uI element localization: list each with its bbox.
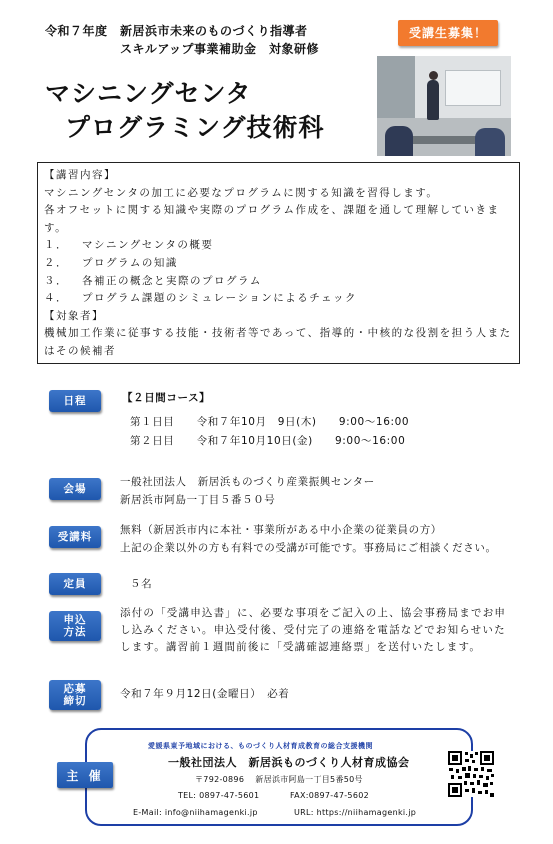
apply-text: 添付の「受講申込書」に、必要な事項をご記入の上、協会事務局までお申し込みください。申込受付後、受付完了の連絡を電話などでお知らせいたします。講習前１週間前後に「受講確認連絡票」を送付いたします。 <box>120 607 507 653</box>
host-label: 主 催 <box>57 762 113 788</box>
schedule-day-1: 第１日目 令和７年10月 9日(木) 9:00～16:00 <box>130 416 410 428</box>
org-postal-address: 〒792-0896 新居浜市阿島一丁目5番50号 <box>195 775 363 784</box>
venue-address: 新居浜市阿島一丁目５番５０号 <box>120 494 276 506</box>
course-intro-1: マシニングセンタの加工に必要なプログラムに関する知識を習得します。 <box>44 186 439 199</box>
deadline-value: 令和７年９月12日(金曜日） 必着 <box>120 688 290 700</box>
apply-label: 申込 方法 <box>49 611 101 641</box>
qr-code-icon[interactable] <box>448 751 494 797</box>
subtitle-line-2: スキルアップ事業補助金 対象研修 <box>120 42 320 56</box>
course-content-box <box>37 162 520 364</box>
list-item: ４． プログラム課題のシミュレーションによるチェック <box>44 292 357 305</box>
page-title-line-2: プログラミング技術科 <box>65 113 325 142</box>
venue-name: 一般社団法人 新居浜ものづくり産業振興センター <box>120 476 375 488</box>
org-fax: FAX:0897-47-5602 <box>290 791 369 800</box>
fee-line-2: 上記の企業以外の方も有料での受講が可能です。事務局にご相談ください。 <box>120 542 497 554</box>
subtitle-line-1: 令和７年度 新居浜市未来のものづくり指導者 <box>45 24 308 38</box>
org-name: 一般社団法人 新居浜ものづくり人材育成協会 <box>168 756 410 769</box>
list-item: ３． 各補正の概念と実際のプログラム <box>44 274 262 287</box>
fee-line-1: 無料（新居浜市内に本社・事業所がある中小企業の従業員の方） <box>120 524 442 536</box>
list-item: １． マシニングセンタの概要 <box>44 239 214 252</box>
schedule-label: 日程 <box>49 390 101 412</box>
capacity-label: 定員 <box>49 573 101 595</box>
recruiting-badge: 受講生募集！ <box>398 20 498 46</box>
venue-label: 会場 <box>49 478 101 500</box>
course-content-heading: 【講習内容】 <box>44 169 116 181</box>
org-url[interactable]: URL: https://niihamagenki.jp <box>294 808 417 817</box>
page-title-line-1: マシニングセンタ <box>45 79 252 108</box>
org-tagline: 愛媛県東予地域における、ものづくり人材育成教育の総合支援機関 <box>148 742 373 750</box>
schedule-course: 【２日間コース】 <box>122 392 211 404</box>
capacity-value: ５名 <box>130 578 153 590</box>
list-item: ２． プログラムの知識 <box>44 256 178 269</box>
schedule-day-2: 第２日目 令和７年10月10日(金) 9:00～16:00 <box>130 435 406 447</box>
target-description: 機械加工作業に従事する技能・技術者等であって、指導的・中核的な役割を担う人またはその候補者 <box>44 327 512 357</box>
org-tel: TEL: 0897-47-5601 <box>178 791 260 800</box>
deadline-label: 応募 締切 <box>49 680 101 710</box>
fee-label: 受講料 <box>49 526 101 548</box>
target-heading: 【対象者】 <box>44 309 104 322</box>
org-email[interactable]: E-Mail: info@niihamagenki.jp <box>133 808 258 817</box>
course-intro-2: 各オフセットに関する知識や実際のプログラム作成を、課題を通して理解していきます。 <box>44 204 500 234</box>
classroom-photo <box>377 56 511 156</box>
